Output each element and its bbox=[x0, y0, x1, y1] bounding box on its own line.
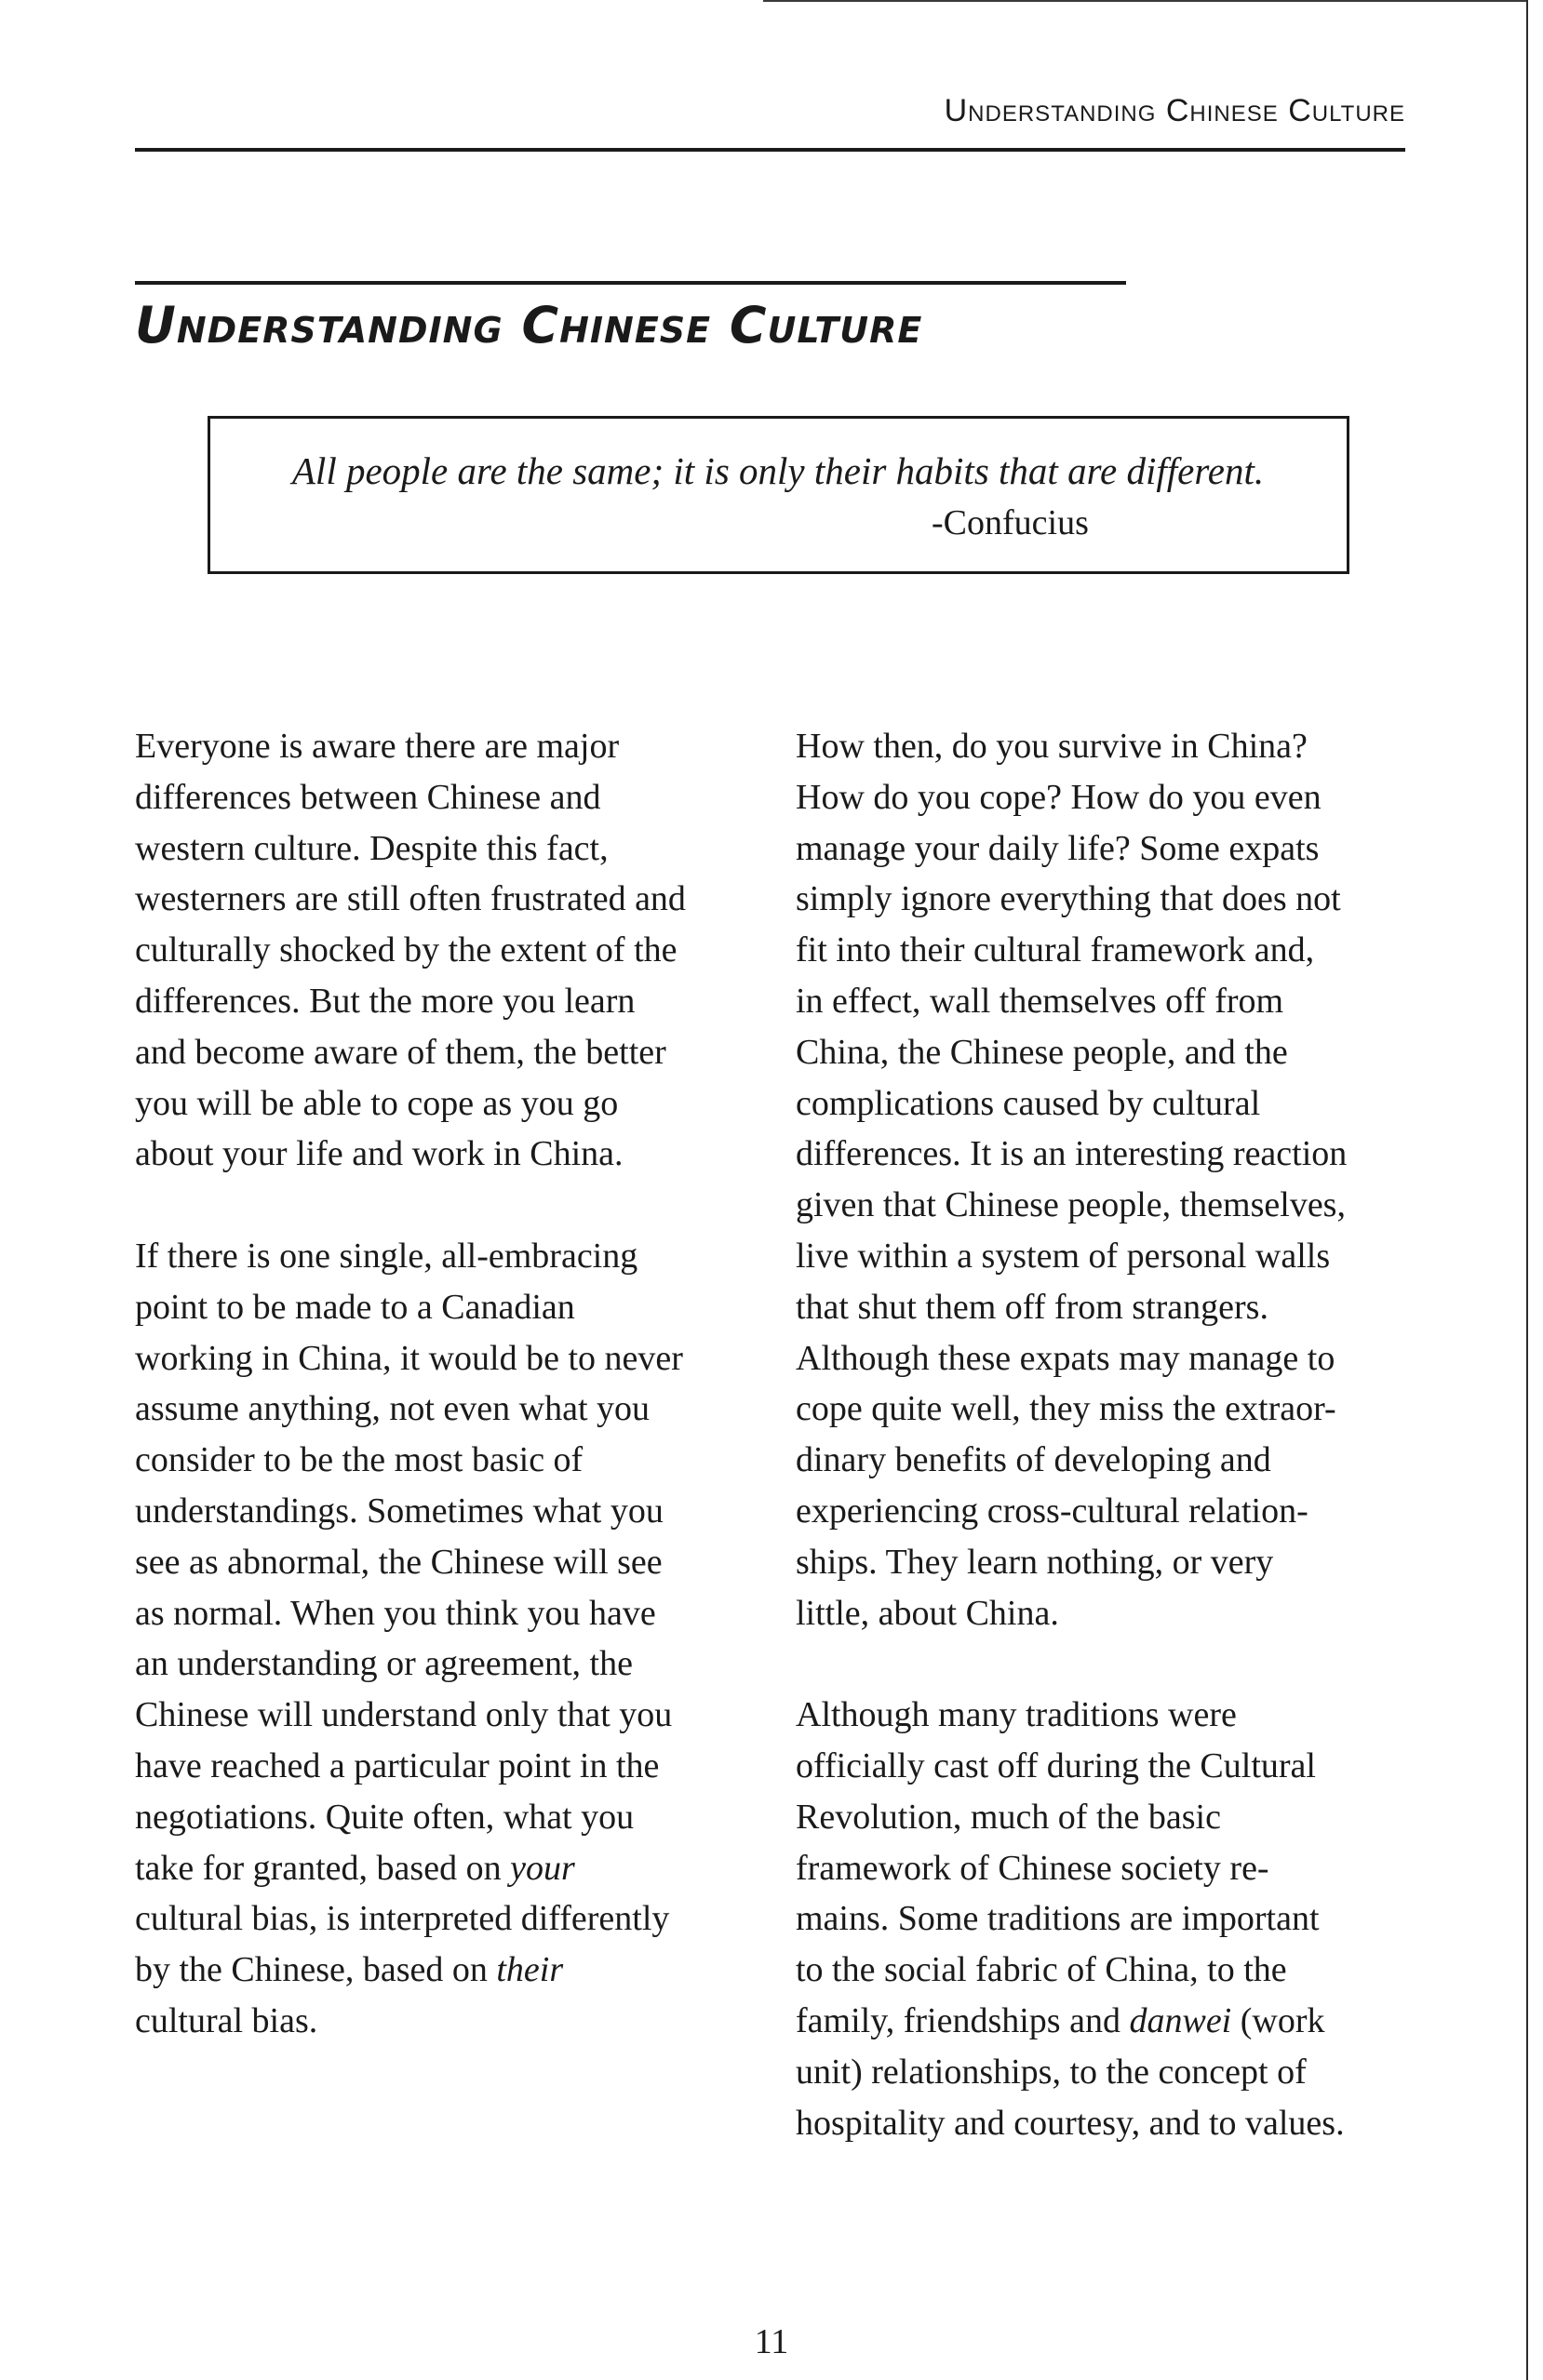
text-line: and become aware of them, the better bbox=[135, 1032, 666, 1072]
text-line: differences. But the more you learn bbox=[135, 981, 636, 1021]
text-line: have reached a particular point in the bbox=[135, 1745, 660, 1785]
epigraph-box bbox=[208, 416, 1349, 574]
epigraph-quote: All people are the same; it is only their habits that are different. bbox=[291, 449, 1265, 492]
text-line: cultural bias, is interpreted differently bbox=[135, 1899, 670, 1939]
text-line: complications caused by cultural bbox=[796, 1083, 1261, 1123]
epigraph-attribution: -Confucius bbox=[932, 503, 1089, 542]
text-line: culturally shocked by the extent of the bbox=[135, 930, 678, 970]
title-rule bbox=[135, 281, 1126, 285]
text-line: given that Chinese people, themselves, bbox=[796, 1185, 1346, 1225]
text-line: How do you cope? How do you even bbox=[796, 777, 1322, 817]
text-line: Although many traditions were bbox=[796, 1695, 1237, 1735]
text-line: little, about China. bbox=[796, 1593, 1059, 1633]
text-line: differences. It is an interesting reaction bbox=[796, 1134, 1348, 1174]
text-line: consider to be the most basic of bbox=[135, 1440, 584, 1480]
text-line: working in China, it would be to never bbox=[135, 1338, 683, 1378]
text-line: cultural bias. bbox=[135, 2000, 318, 2040]
text-line: western culture. Despite this fact, bbox=[135, 828, 609, 868]
page-number: 11 bbox=[754, 2322, 789, 2361]
paragraph-gap bbox=[796, 1638, 1438, 1690]
text-run: family, friendships and bbox=[796, 2000, 1130, 2040]
text-line: If there is one single, all-embracing bbox=[135, 1236, 638, 1276]
right-column bbox=[796, 721, 1438, 2148]
text-line: manage your daily life? Some expats bbox=[796, 828, 1320, 868]
right-paragraph-2 bbox=[796, 1690, 1438, 2148]
text-line: How then, do you survive in China? bbox=[796, 727, 1308, 766]
text-run: (work bbox=[1231, 2000, 1325, 2040]
text-line bbox=[796, 1996, 1438, 2047]
page-edge-right bbox=[1526, 0, 1528, 2380]
left-paragraph-2 bbox=[135, 1231, 758, 2047]
text-line: an understanding or agreement, the bbox=[135, 1644, 633, 1684]
text-line: simply ignore everything that does not bbox=[796, 879, 1341, 919]
text-line: Everyone is aware there are major bbox=[135, 727, 620, 766]
text-line: cope quite well, they miss the extraor- bbox=[796, 1389, 1336, 1429]
text-line: differences between Chinese and bbox=[135, 777, 601, 817]
text-line: about your life and work in China. bbox=[135, 1134, 624, 1174]
text-line: mains. Some traditions are important bbox=[796, 1899, 1320, 1939]
page-edge-top bbox=[763, 0, 1528, 2]
text-line bbox=[135, 1945, 758, 1996]
text-line: point to be made to a Canadian bbox=[135, 1287, 575, 1327]
text-line: Revolution, much of the basic bbox=[796, 1797, 1221, 1837]
text-line: westerners are still often frustrated and bbox=[135, 879, 686, 919]
text-line: see as abnormal, the Chinese will see bbox=[135, 1542, 663, 1582]
text-line bbox=[135, 1843, 758, 1894]
text-line: dinary benefits of developing and bbox=[796, 1440, 1271, 1480]
left-paragraph-1 bbox=[135, 721, 758, 1180]
text-line: ships. They learn nothing, or very bbox=[796, 1542, 1274, 1582]
running-header: Understanding Chinese Culture bbox=[944, 93, 1405, 128]
text-line: in effect, wall themselves off from bbox=[796, 981, 1284, 1021]
text-line: that shut them off from strangers. bbox=[796, 1287, 1268, 1327]
text-line: officially cast off during the Cultural bbox=[796, 1745, 1316, 1785]
emphasis-text: danwei bbox=[1129, 2000, 1232, 2040]
text-line: assume anything, not even what you bbox=[135, 1389, 651, 1429]
text-line: as normal. When you think you have bbox=[135, 1593, 656, 1633]
text-line: Chinese will understand only that you bbox=[135, 1695, 673, 1735]
right-paragraph-1 bbox=[796, 721, 1438, 1638]
text-line: live within a system of personal walls bbox=[796, 1236, 1331, 1276]
chapter-title: Understanding Chinese Culture bbox=[135, 296, 923, 354]
paragraph-gap bbox=[135, 1180, 758, 1231]
text-run: take for granted, based on bbox=[135, 1848, 511, 1888]
emphasis-text: your bbox=[510, 1848, 575, 1888]
text-line: fit into their cultural framework and, bbox=[796, 930, 1315, 970]
left-column bbox=[135, 721, 758, 2047]
text-line: Although these expats may manage to bbox=[796, 1338, 1335, 1378]
emphasis-text: their bbox=[496, 1950, 564, 1990]
text-line: China, the Chinese people, and the bbox=[796, 1032, 1288, 1072]
text-run: by the Chinese, based on bbox=[135, 1950, 497, 1990]
header-rule bbox=[135, 148, 1405, 152]
text-line: to the social fabric of China, to the bbox=[796, 1950, 1287, 1990]
text-line: experiencing cross-cultural relation- bbox=[796, 1491, 1308, 1531]
text-line: negotiations. Quite often, what you bbox=[135, 1797, 635, 1837]
text-line: understandings. Sometimes what you bbox=[135, 1491, 664, 1531]
text-line: framework of Chinese society re- bbox=[796, 1848, 1269, 1888]
text-line: unit) relationships, to the concept of bbox=[796, 2052, 1307, 2092]
text-line: you will be able to cope as you go bbox=[135, 1083, 619, 1123]
text-line: hospitality and courtesy, and to values. bbox=[796, 2103, 1345, 2143]
